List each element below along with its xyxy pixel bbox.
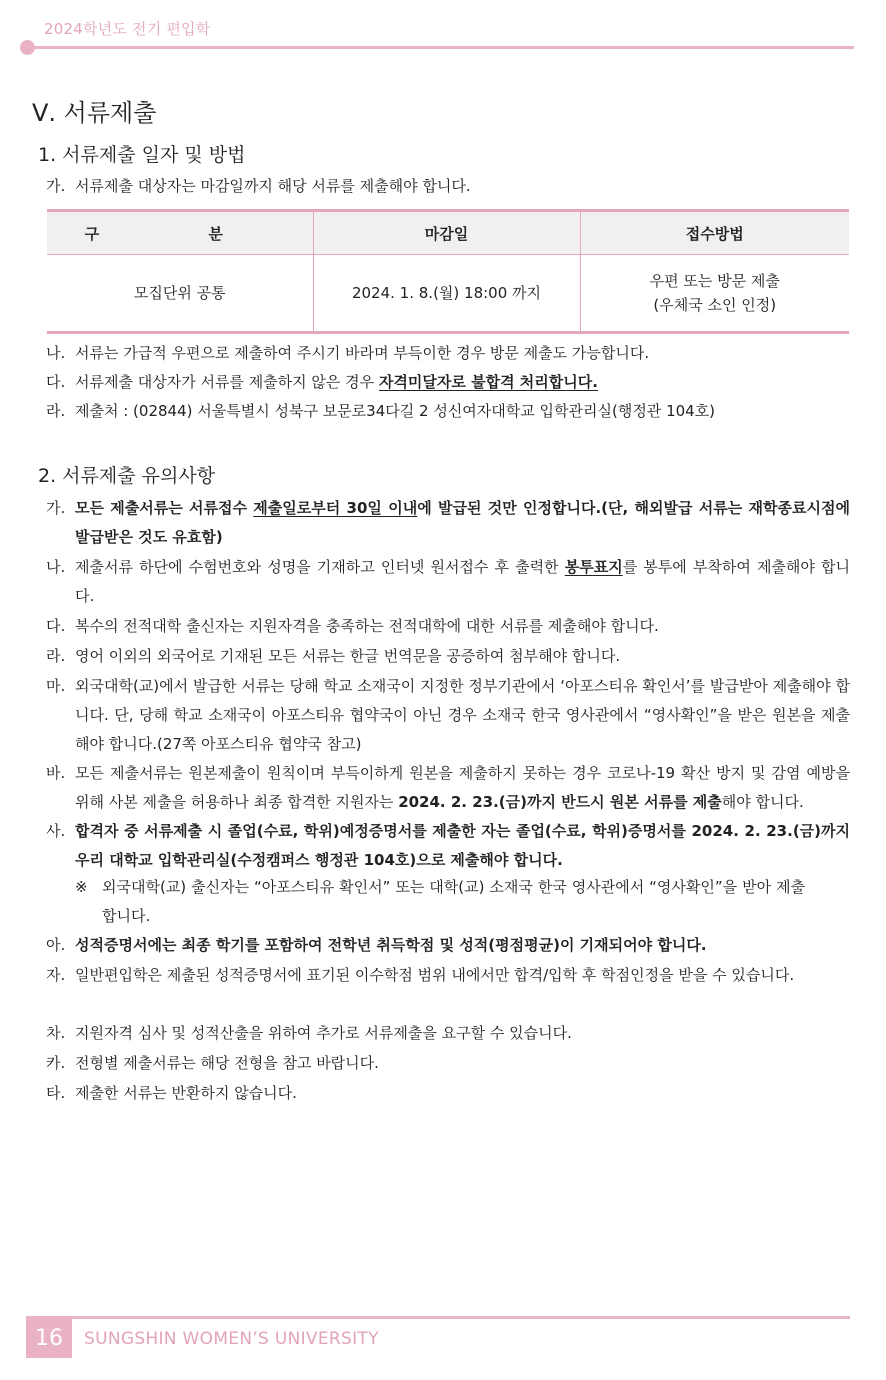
header-cell-method: 접수방법 [580, 211, 849, 255]
header-cell-deadline: 마감일 [313, 211, 580, 255]
item-2-na [46, 553, 850, 611]
item-marker: 바. [46, 764, 66, 782]
header-cell-division: 구 분 [47, 211, 313, 255]
item-1-na [46, 339, 850, 368]
item-2-sa [46, 817, 850, 875]
note-text: 외국대학(교) 출신자는 “아포스티유 확인서” 또는 대학(교) 소재국 한국 영사관에서 “영사확인”을 받아 제출합니다. [102, 878, 805, 925]
item-2-ba [46, 759, 850, 817]
item-2-aa [46, 931, 850, 960]
item-1-ra [46, 397, 850, 426]
running-header: 2024학년도 전기 편입학 [44, 20, 211, 38]
item-text: 제출서류 하단에 수험번호와 성명을 기재하고 인터넷 원서접수 후 출력한 봉투표지를 봉투에 부착하여 제출해야 합니다. [75, 558, 850, 605]
table-row [47, 255, 849, 333]
item-marker: 다. [46, 373, 66, 391]
item-2-ra [46, 642, 850, 671]
item-text: 서류제출 대상자는 마감일까지 해당 서류를 제출해야 합니다. [75, 177, 471, 195]
item-text: 지원자격 심사 및 성적산출을 위하여 추가로 서류제출을 요구할 수 있습니다. [75, 1024, 572, 1042]
emphasis-text: 2024. 2. 23.(금)까지 반드시 원본 서류를 제출 [398, 793, 722, 811]
submission-table [47, 209, 849, 334]
item-text: 합격자 중 서류제출 시 졸업(수료, 학위)예정증명서를 제출한 자는 졸업(수료, 학위)증명서를 2024. 2. 23.(금)까지 우리 대학교 입학관리실(수정캠퍼스 행정관 104호)으로 제출해야 합니다. [75, 822, 850, 869]
header-rule [26, 46, 854, 49]
item-text: 서류제출 대상자가 서류를 제출하지 않은 경우 자격미달자로 불합격 처리합니다. [75, 373, 598, 391]
cell-method [580, 255, 849, 333]
emphasis-text: 제출일로부터 30일 이내 [253, 499, 418, 517]
item-2-cha [46, 1019, 850, 1048]
item-marker: 가. [46, 499, 66, 517]
cell-method-line1: 우편 또는 방문 제출 [649, 272, 780, 290]
item-2-ja [46, 961, 850, 990]
cell-deadline: 2024. 1. 8.(월) 18:00 까지 [313, 255, 580, 333]
item-marker: 나. [46, 344, 66, 362]
note-marker: ※ [75, 878, 88, 896]
item-marker: 카. [46, 1054, 66, 1072]
cell-method-line2: (우체국 소인 인정) [653, 296, 777, 314]
item-1-da [46, 368, 850, 397]
item-2-ka [46, 1049, 850, 1078]
item-1-ga [46, 172, 850, 201]
item-text: 제출한 서류는 반환하지 않습니다. [75, 1084, 297, 1102]
section-title: Ⅴ. 서류제출 [32, 99, 157, 127]
footer-university-name: SUNGSHIN WOMEN’S UNIVERSITY [84, 1329, 379, 1349]
item-marker: 자. [46, 966, 66, 984]
item-text: 영어 이외의 외국어로 기재된 모든 서류는 한글 번역문을 공증하여 첨부해야 합니다. [75, 647, 621, 665]
emphasis-text: 자격미달자로 불합격 처리합니다. [378, 373, 598, 391]
item-marker: 아. [46, 936, 66, 954]
item-marker: 차. [46, 1024, 66, 1042]
item-text: 성적증명서에는 최종 학기를 포함하여 전학년 취득학점 및 성적(평점평균)이 기재되어야 합니다. [75, 936, 707, 954]
item-text: 서류는 가급적 우편으로 제출하여 주시기 바라며 부득이한 경우 방문 제출도 가능합니다. [75, 344, 650, 362]
page-number: 16 [26, 1318, 72, 1358]
item-marker: 라. [46, 647, 66, 665]
item-marker: 마. [46, 677, 66, 695]
item-text: 모든 제출서류는 서류접수 제출일로부터 30일 이내에 발급된 것만 인정합니다.(단, 해외발급 서류는 재학종료시점에 발급받은 것도 유효함) [75, 499, 850, 546]
footer-rule [26, 1316, 850, 1319]
table-header-row [47, 211, 849, 255]
item-marker: 나. [46, 558, 66, 576]
emphasis-text: 봉투표지 [564, 558, 623, 576]
cell-division: 모집단위 공통 [133, 284, 226, 302]
item-marker: 다. [46, 617, 66, 635]
item-marker: 사. [46, 822, 66, 840]
item-text: 일반편입학은 제출된 성적증명서에 표기된 이수학점 범위 내에서만 합격/입학 후 학점인정을 받을 수 있습니다. [75, 966, 795, 984]
header-dot-ornament [20, 40, 35, 55]
item-2-ma [46, 672, 850, 759]
item-text: 외국대학(교)에서 발급한 서류는 당해 학교 소재국이 지정한 정부기관에서 ‘아포스티유 확인서’를 발급받아 제출해야 합니다. 단, 당해 학교 소재국이 아포스티유 협약국이 아닌 경우 소재국 한국 영사관에서 “영사확인”을 받은 원본을 제출해야 합니다.(27쪽 아포스티유 협약국 참고) [75, 677, 850, 753]
item-marker: 타. [46, 1084, 66, 1102]
item-2-ga [46, 494, 850, 552]
item-text: 전형별 제출서류는 해당 전형을 참고 바랍니다. [75, 1054, 379, 1072]
item-marker: 가. [46, 177, 66, 195]
item-marker: 라. [46, 402, 66, 420]
item-text: 제출처 : (02844) 서울특별시 성북구 보문로34다길 2 성신여자대학교 입학관리실(행정관 104호) [75, 402, 716, 420]
subsection-title-1: 1. 서류제출 일자 및 방법 [38, 144, 246, 166]
subsection-title-2: 2. 서류제출 유의사항 [38, 465, 216, 487]
item-2-ta [46, 1079, 850, 1108]
item-text: 복수의 전적대학 출신자는 지원자격을 충족하는 전적대학에 대한 서류를 제출해야 합니다. [75, 617, 659, 635]
item-text: 모든 제출서류는 원본제출이 원칙이며 부득이하게 원본을 제출하지 못하는 경우 코로나-19 확산 방지 및 감염 예방을 위해 사본 제출을 허용하나 최종 합격한 지원자는 2024. 2. 23.(금)까지 반드시 원본 서류를 제출해야 합니다. [75, 764, 850, 811]
item-2-da [46, 612, 850, 641]
note-item [75, 873, 805, 931]
